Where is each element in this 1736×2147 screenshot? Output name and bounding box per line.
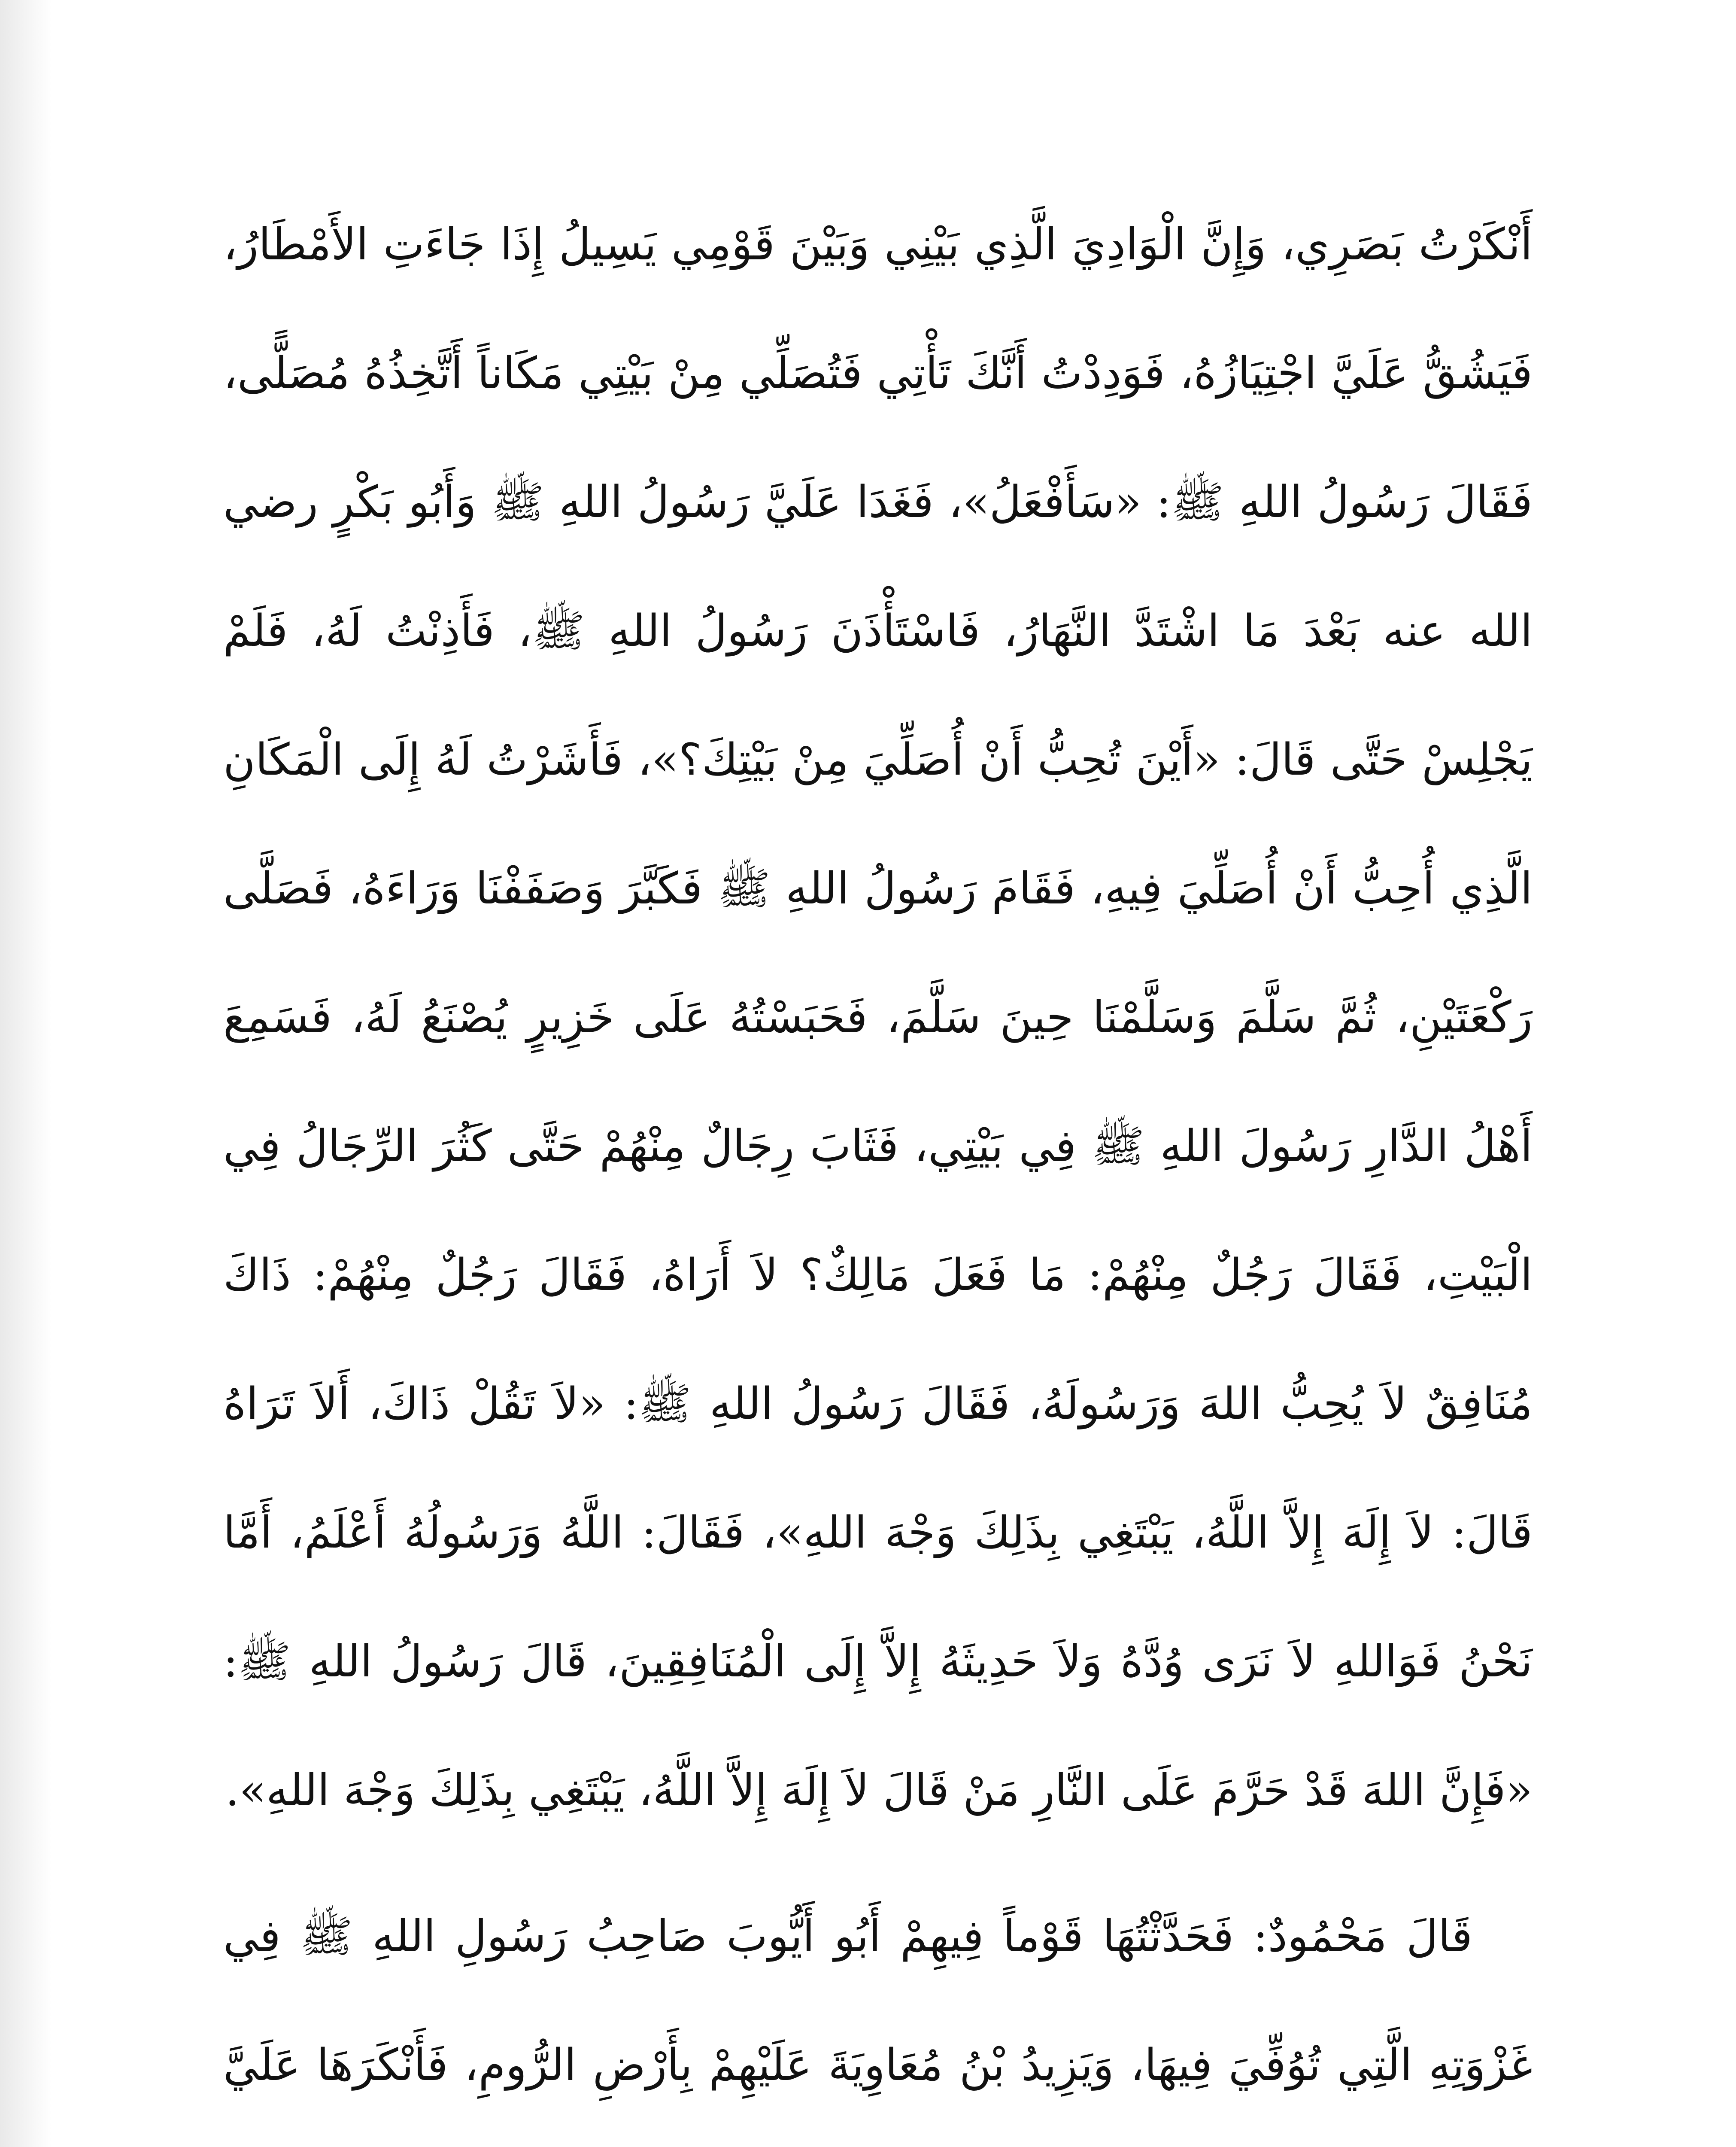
body-text <box>223 180 1533 2147</box>
paragraph-2: قَالَ مَحْمُودٌ: فَحَدَّثْتُهَا قَوْماً فِيهِمْ أَبُو أَيُّوبَ صَاحِبُ رَسُولِ اللهِ ﷺ فِي غَزْوَتِهِ الَّتِي تُوُفِّيَ فِيهَا، وَيَزِيدُ بْنُ مُعَاوِيَةَ عَلَيْهِمْ بِأَرْضِ الرُّومِ، فَأَنْكَرَهَا عَلَيَّ <box>223 1911 1533 2091</box>
paragraph-spacer <box>223 1855 1533 1872</box>
binding-gutter <box>0 0 52 2147</box>
paragraph-1: أَنْكَرْتُ بَصَرِي، وَإِنَّ الْوَادِيَ الَّذِي بَيْنِي وَبَيْنَ قَوْمِي يَسِيلُ إِذَا جَاءَتِ الأَمْطَارُ، فَيَشُقُّ عَلَيَّ اجْتِيَازُهُ، فَوَدِدْتُ أَنَّكَ تَأْتِي فَتُصَلِّي مِنْ بَيْتِي مَكَاناً أَتَّخِذُهُ مُصَلًّى، فَقَالَ رَسُولُ اللهِ ﷺ: «سَأَفْعَلُ»، فَغَدَا عَلَيَّ رَسُولُ اللهِ ﷺ وَأَبُو بَكْرٍ رضي الله عنه بَعْدَ مَا اشْتَدَّ النَّهَارُ، فَاسْتَأْذَنَ رَسُولُ اللهِ ﷺ، فَأَذِنْتُ لَهُ، فَلَمْ يَجْلِسْ حَتَّى قَالَ: «أَيْنَ تُحِبُّ أَنْ أُصَلِّيَ مِنْ بَيْتِكَ؟»، فَأَشَرْتُ لَهُ إِلَى الْمَكَانِ الَّذِي أُحِبُّ أَنْ أُصَلِّيَ فِيهِ، فَقَامَ رَسُولُ اللهِ ﷺ فَكَبَّرَ وَصَفَفْنَا وَرَاءَهُ، فَصَلَّى رَكْعَتَيْنِ، ثُمَّ سَلَّمَ وَسَلَّمْنَا حِينَ سَلَّمَ، فَحَبَسْتُهُ عَلَى خَزِيرٍ يُصْنَعُ لَهُ، فَسَمِعَ أَهْلُ الدَّارِ رَسُولَ اللهِ ﷺ فِي بَيْتِي، فَثَابَ رِجَالٌ مِنْهُمْ حَتَّى كَثُرَ الرِّجَالُ فِي الْبَيْتِ، فَقَالَ رَجُلٌ مِنْهُمْ: مَا فَعَلَ مَالِكٌ؟ لاَ أَرَاهُ، فَقَالَ رَجُلٌ مِنْهُمْ: ذَاكَ مُنَافِقٌ لاَ يُحِبُّ اللهَ وَرَسُولَهُ، فَقَالَ رَسُولُ اللهِ ﷺ: «لاَ تَقُلْ ذَاكَ، أَلاَ تَرَاهُ قَالَ: لاَ إِلَهَ إِلاَّ اللَّهُ، يَبْتَغِي بِذَلِكَ وَجْهَ اللهِ»، فَقَالَ: اللَّهُ وَرَسُولُهُ أَعْلَمُ، أَمَّا نَحْنُ فَوَاللهِ لاَ نَرَى وُدَّهُ وَلاَ حَدِيثَهُ إِلاَّ إِلَى الْمُنَافِقِينَ، قَالَ رَسُولُ اللهِ ﷺ: «فَإِنَّ اللهَ قَدْ حَرَّمَ عَلَى النَّارِ مَنْ قَالَ لاَ إِلَهَ إِلاَّ اللَّهُ، يَبْتَغِي بِذَلِكَ وَجْهَ اللهِ». <box>223 219 1533 1816</box>
